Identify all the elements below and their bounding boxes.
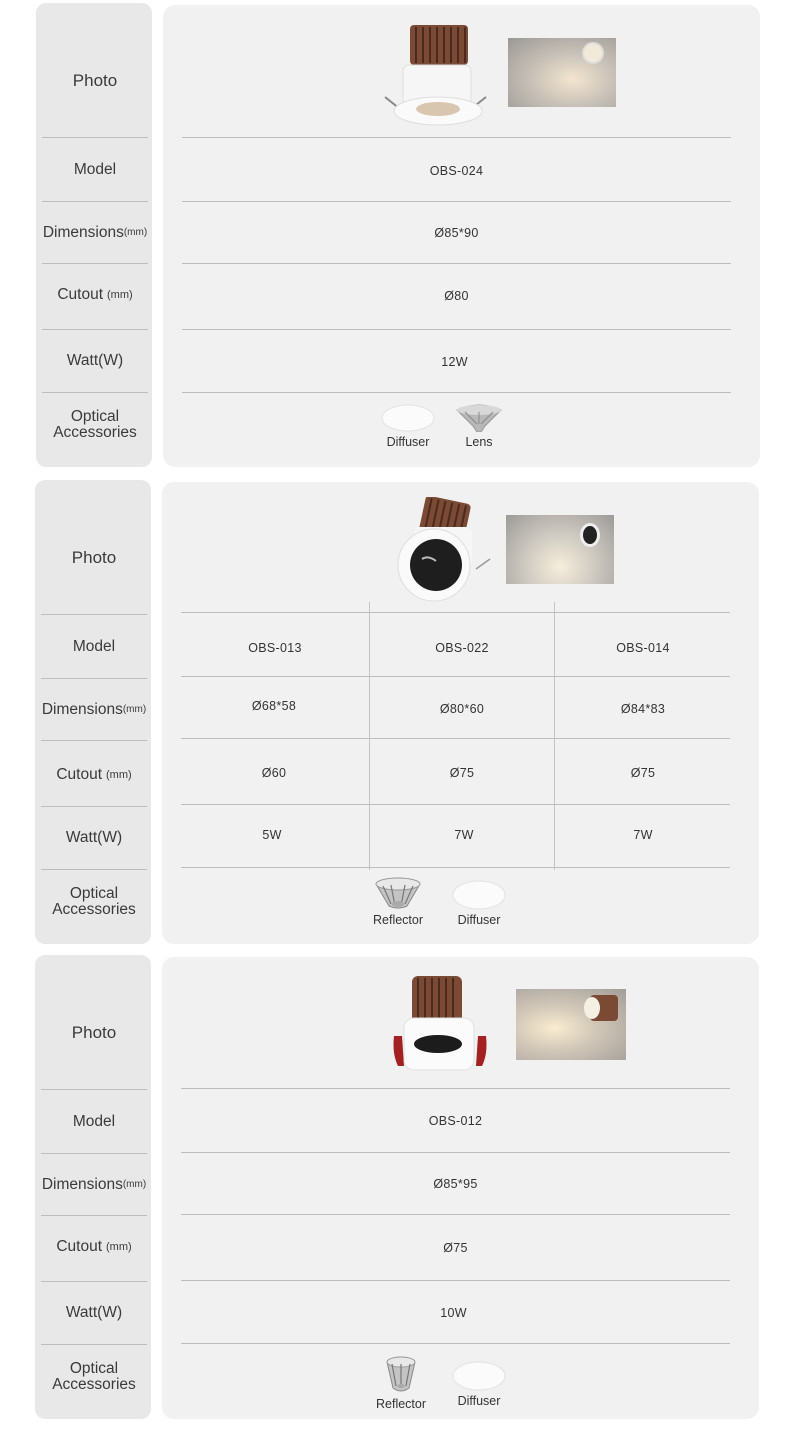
label-optical-accessories (41, 1357, 147, 1397)
label-watt: Watt(W) (65, 1304, 123, 1321)
label-cutout-unit: (mm) (106, 769, 132, 781)
accessory-reflector (376, 1354, 426, 1411)
label-optical-accessories (41, 882, 147, 922)
label-cutout-text: Cutout (56, 1238, 102, 1255)
label-watt: Watt(W) (65, 829, 123, 846)
accessory-label: Diffuser (457, 913, 501, 927)
divider (181, 1343, 730, 1344)
label-model-text: Model (72, 1113, 116, 1130)
accessory-diffuser (452, 880, 506, 927)
label-cutout-text: Cutout (56, 766, 102, 783)
product-photo-area (392, 497, 614, 602)
divider (41, 806, 147, 807)
spec-value-column (162, 957, 759, 1419)
label-cutout (42, 279, 148, 311)
spec-value-column (162, 482, 759, 944)
accessory-label: Reflector (376, 1397, 427, 1411)
watt-value: 12W (441, 355, 468, 369)
divider (181, 1214, 730, 1215)
accessory-diffuser (381, 404, 435, 449)
dimensions-value: Ø85*95 (433, 1177, 478, 1191)
label-optical-accessories (42, 405, 148, 445)
dimensions-value-1: Ø68*58 (251, 699, 297, 713)
label-dimensions-text: Dimensions (42, 224, 124, 241)
label-model-text: Model (73, 161, 117, 178)
label-cutout-unit: (mm) (107, 289, 133, 301)
dimensions-value: Ø85*90 (434, 226, 479, 240)
divider (42, 392, 148, 393)
divider (41, 869, 147, 870)
lens-icon (455, 404, 503, 432)
divider (182, 392, 731, 393)
divider (182, 329, 731, 330)
label-optical-line1: Optical (70, 408, 120, 425)
dimensions-value-3: Ø84*83 (620, 702, 666, 716)
spec-label-column (35, 955, 151, 1419)
label-dimensions (37, 1169, 151, 1201)
reflector-icon (383, 1354, 419, 1394)
cutout-value-1: Ø60 (261, 766, 287, 780)
product-lit-photo (508, 38, 616, 107)
accessory-diffuser (452, 1361, 506, 1408)
spec-label-column (36, 3, 152, 467)
accessory-lens (455, 404, 503, 449)
label-photo: Photo (71, 548, 117, 567)
divider (181, 738, 730, 739)
divider (42, 329, 148, 330)
label-model (42, 153, 148, 187)
label-dimensions-text: Dimensions (41, 1176, 123, 1193)
accessory-label: Diffuser (457, 1394, 501, 1408)
label-optical-line1: Optical (69, 885, 119, 902)
divider (41, 614, 147, 615)
divider (181, 867, 730, 868)
product-photo-area (383, 17, 616, 127)
label-cutout-text: Cutout (57, 286, 103, 303)
diffuser-icon (452, 880, 506, 910)
spec-value-column (163, 5, 760, 467)
label-photo: Photo (72, 71, 118, 90)
product-photo-area (390, 974, 626, 1074)
accessory-label: Diffuser (386, 435, 430, 449)
product-photo-obs-024 (383, 17, 488, 127)
divider (181, 1280, 730, 1281)
product-lit-photo (516, 989, 626, 1060)
product-photo-obs-012 (390, 974, 490, 1074)
divider (41, 1344, 147, 1345)
divider (182, 263, 731, 264)
label-photo: Photo (71, 1023, 117, 1042)
label-optical-line1: Optical (69, 1360, 119, 1377)
product-photo-obs-013 (392, 497, 492, 602)
label-model (41, 1105, 147, 1139)
watt-value-3: 7W (633, 828, 653, 842)
divider (41, 1281, 147, 1282)
divider (42, 137, 148, 138)
label-dimensions-unit: (mm) (122, 1179, 147, 1190)
label-dimensions (38, 217, 152, 249)
divider (182, 137, 731, 138)
cutout-value: Ø80 (444, 289, 469, 303)
label-optical-line2: Accessories (52, 901, 136, 918)
diffuser-icon (452, 1361, 506, 1391)
divider (42, 201, 148, 202)
divider (181, 612, 730, 613)
divider (181, 804, 730, 805)
divider (41, 1153, 147, 1154)
accessory-reflector (373, 876, 423, 927)
watt-value: 10W (440, 1306, 467, 1320)
divider (182, 201, 731, 202)
label-dimensions-text: Dimensions (41, 701, 123, 718)
watt-value-1: 5W (262, 828, 282, 842)
model-value-3: OBS-014 (616, 641, 670, 655)
label-cutout (41, 1231, 147, 1263)
divider (41, 1089, 147, 1090)
label-watt: Watt(W) (66, 352, 124, 369)
divider (181, 1088, 730, 1089)
divider (181, 676, 730, 677)
accessory-label: Lens (465, 435, 493, 449)
label-dimensions-unit: (mm) (123, 227, 148, 238)
divider (42, 263, 148, 264)
label-model-text: Model (72, 638, 116, 655)
dimensions-value-2: Ø80*60 (439, 702, 485, 716)
accessory-label: Reflector (373, 913, 424, 927)
label-dimensions-unit: (mm) (122, 704, 147, 715)
cutout-value-2: Ø75 (449, 766, 475, 780)
label-optical-line2: Accessories (53, 424, 137, 441)
diffuser-icon (381, 404, 435, 432)
model-value-1: OBS-013 (248, 641, 302, 655)
divider (41, 1215, 147, 1216)
label-cutout-unit: (mm) (106, 1241, 132, 1253)
label-optical-line2: Accessories (52, 1376, 136, 1393)
model-value-2: OBS-022 (435, 641, 489, 655)
label-dimensions (37, 694, 151, 726)
spec-label-column (35, 480, 151, 944)
watt-value-2: 7W (454, 828, 474, 842)
label-model (41, 630, 147, 664)
model-value: OBS-012 (428, 1114, 483, 1128)
divider (41, 678, 147, 679)
cutout-value: Ø75 (443, 1241, 468, 1255)
divider (41, 740, 147, 741)
product-lit-photo (506, 515, 614, 584)
model-value: OBS-024 (429, 164, 484, 178)
cutout-value-3: Ø75 (630, 766, 656, 780)
reflector-icon (373, 876, 423, 910)
divider (181, 1152, 730, 1153)
label-cutout (41, 759, 147, 791)
